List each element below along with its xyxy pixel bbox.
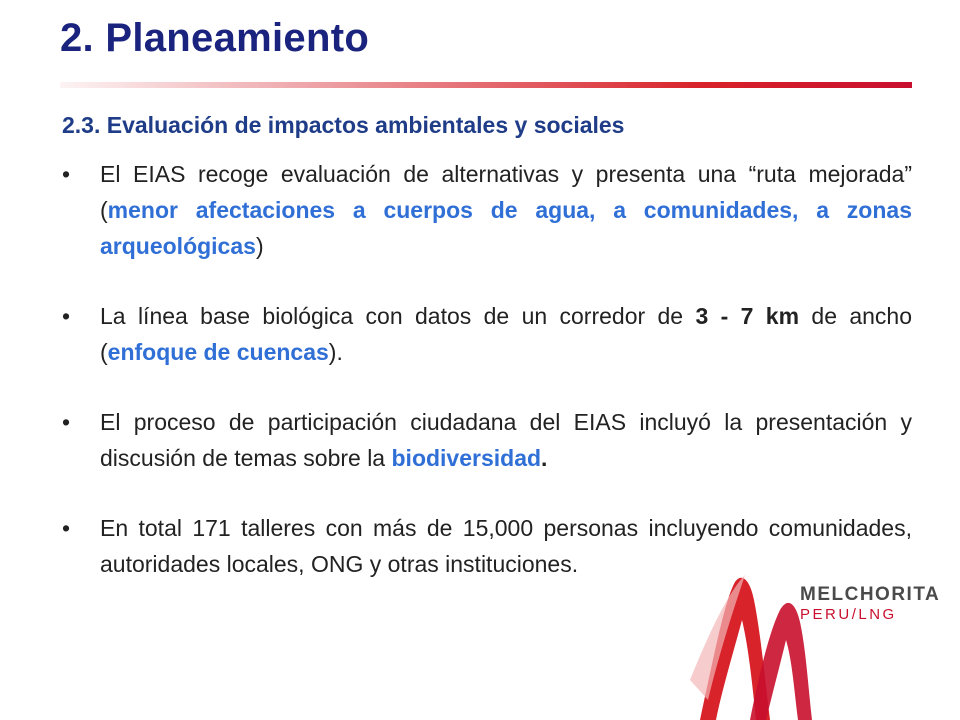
bullet-text: La línea base biológica con datos de un corredor de xyxy=(100,303,696,329)
logo-subtitle xyxy=(800,606,940,624)
logo-sub-sep: / xyxy=(851,606,859,623)
bullet-item-participation xyxy=(62,404,912,476)
bullet-marker: • xyxy=(62,409,71,435)
bullet-highlight: menor afectaciones a cuerpos de agua, a comunidades, a zonas arqueológicas xyxy=(100,197,912,259)
logo-sub-left: PERU xyxy=(800,606,852,623)
bullet-text: de ancho ( xyxy=(100,303,913,365)
logo-name: MELCHORITA xyxy=(800,584,941,605)
bullet-text: ). xyxy=(328,339,343,365)
bullet-marker: • xyxy=(62,303,71,329)
bullet-marker: • xyxy=(62,161,71,187)
bullet-highlight: enfoque de cuencas xyxy=(107,339,329,365)
logo-sub-right: LNG xyxy=(858,606,897,623)
bullet-bold: 3 - 7 km xyxy=(695,303,800,329)
title-underline xyxy=(60,82,912,88)
slide-title: 2. Planeamiento xyxy=(60,16,370,60)
bullet-text: El EIAS recoge evaluación de alternativas y presenta una “ruta mejorada” ( xyxy=(100,161,912,223)
bullet-text: El proceso de participación ciudadana del EIAS incluyó la presentación y discusión de temas sobre la xyxy=(100,409,912,471)
bullet-item-baseline xyxy=(62,298,912,370)
bullet-marker: • xyxy=(62,515,71,541)
bullet-text: En total 171 talleres con más de 15,000 personas incluyendo comunidades, autoridades locales, ONG y otras instituciones. xyxy=(100,515,912,577)
bullet-item-eias-route xyxy=(62,156,912,264)
bullet-list xyxy=(62,156,912,616)
bullet-text: . xyxy=(541,445,548,471)
section-subtitle: 2.3. Evaluación de impactos ambientales y sociales xyxy=(62,112,625,138)
logo-wordmark xyxy=(800,584,940,624)
bullet-highlight: biodiversidad xyxy=(391,445,542,471)
bullet-text: ) xyxy=(255,233,264,259)
